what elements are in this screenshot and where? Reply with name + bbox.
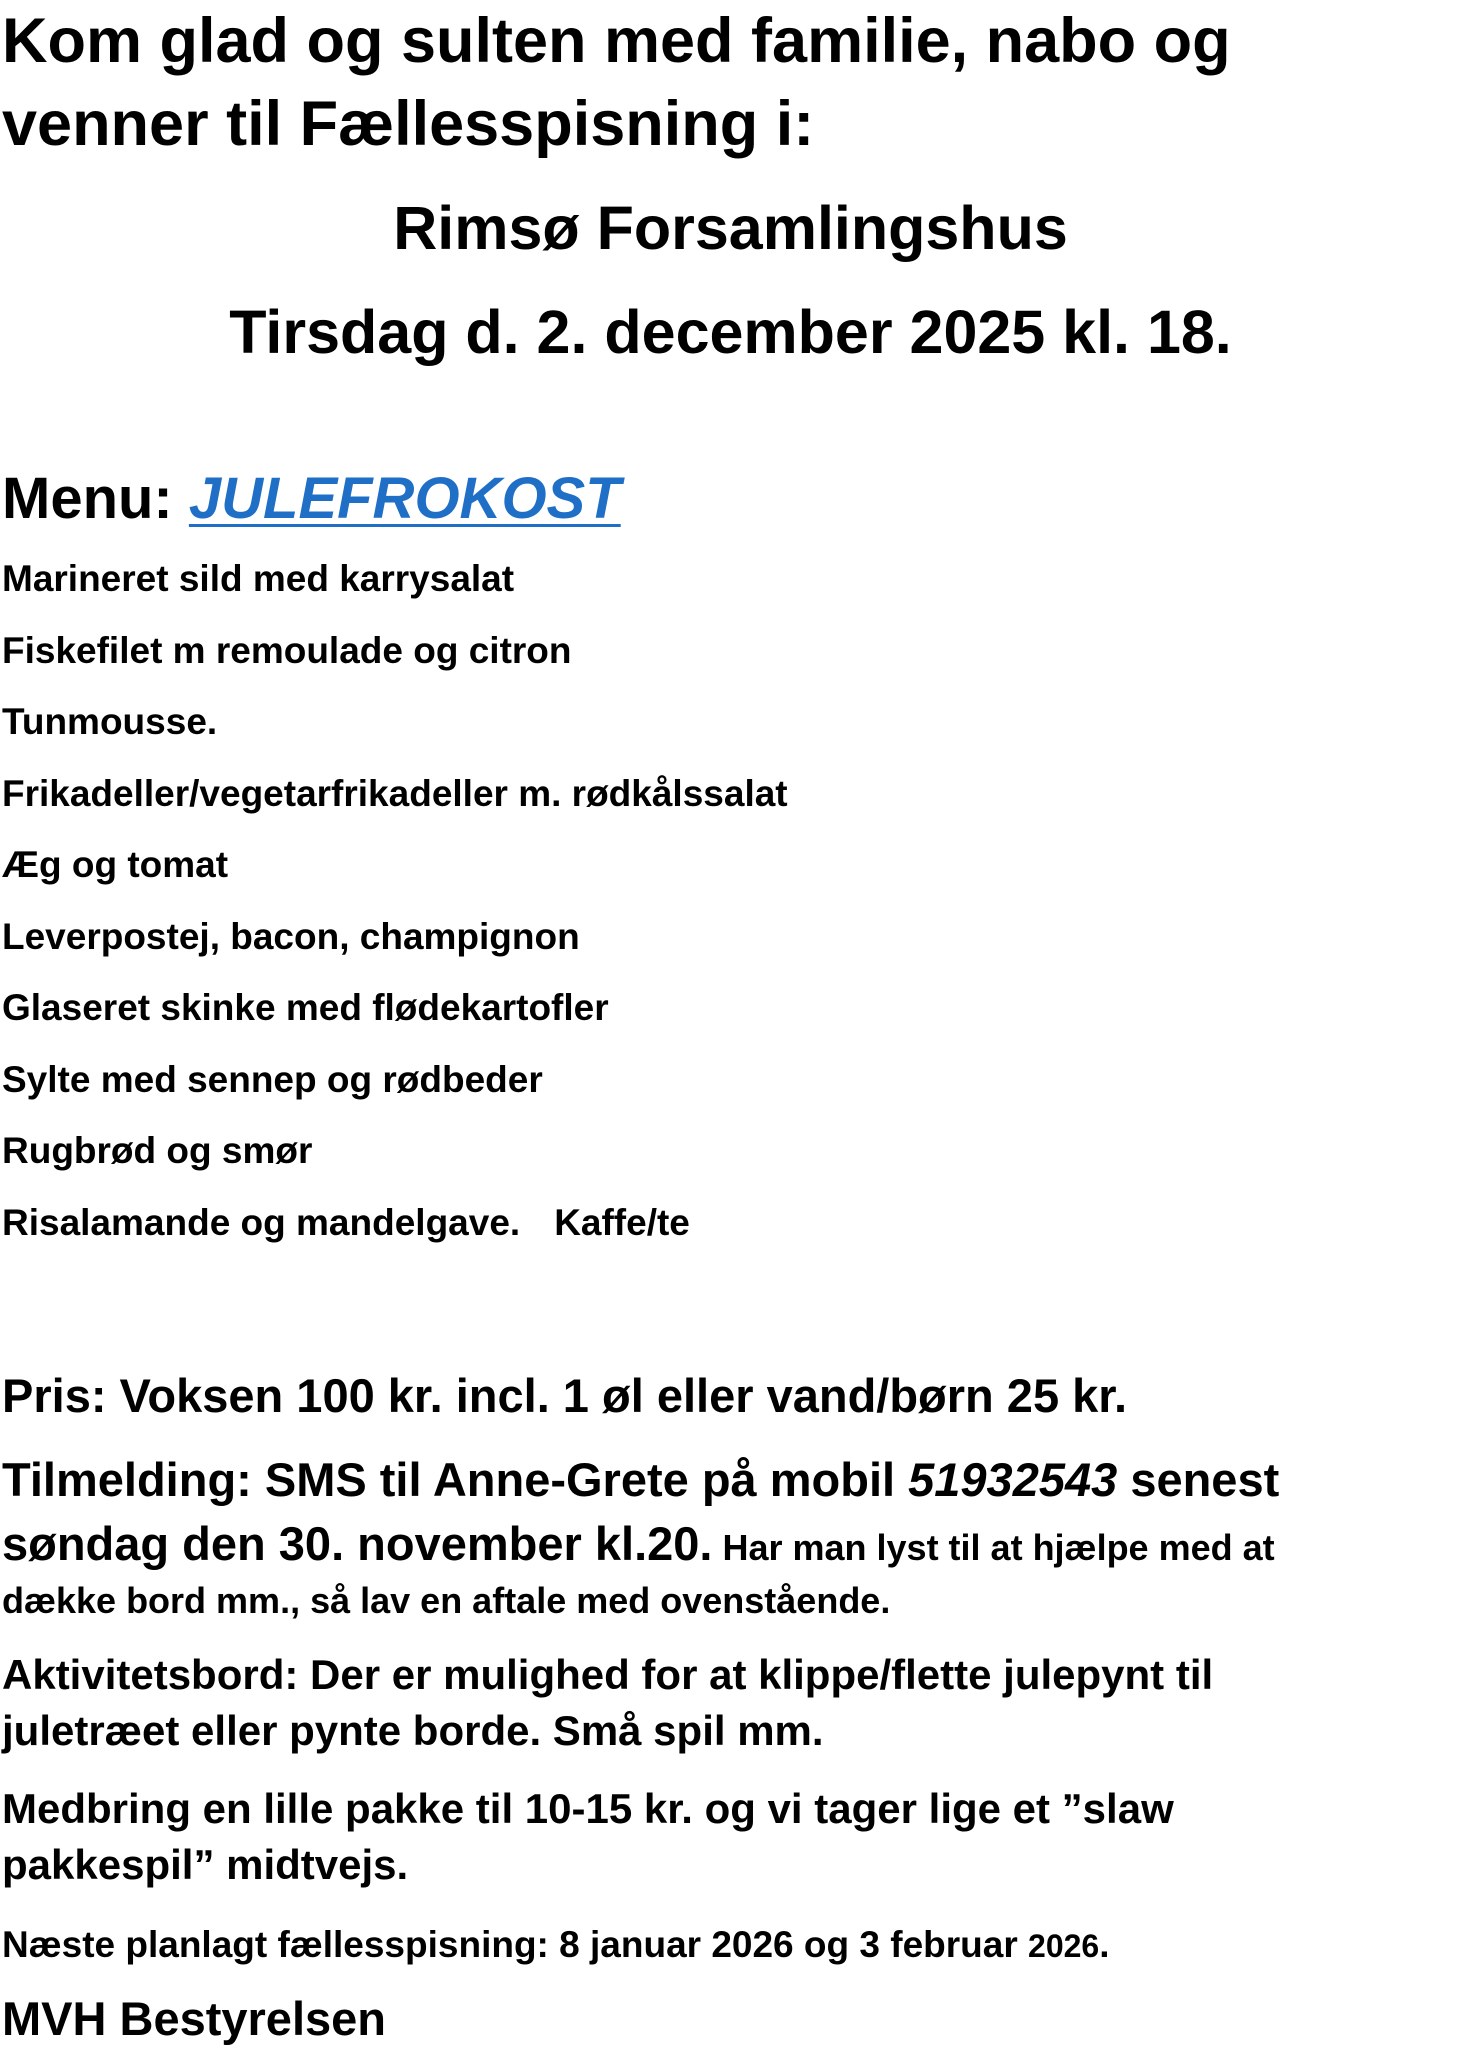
- menu-item: Marineret sild med karrysalat: [2, 558, 515, 599]
- signup-deadline: søndag den 30. november kl.20.: [2, 1517, 713, 1570]
- menu-heading: [2, 466, 621, 531]
- dessert-item: Risalamande og mandelgave.: [2, 1201, 521, 1243]
- activity-line-2: juletræet eller pynte borde. Små spil mm.: [2, 1707, 824, 1754]
- signup-line-3: dække bord mm., så lav en aftale med ovenstående.: [2, 1580, 891, 1621]
- menu-item: Tunmousse.: [2, 701, 218, 742]
- signup-help-text: Har man lyst til at hjælpe med at: [712, 1527, 1275, 1568]
- activity-line-1: Aktivitetsbord: Der er mulighed for at klippe/flette julepynt til: [2, 1651, 1214, 1698]
- signature: MVH Bestyrelsen: [2, 1992, 386, 2045]
- next-dinner-line: [2, 1926, 1109, 1963]
- menu-item: Fiskefilet m remoulade og citron: [2, 629, 572, 671]
- menu-item: Frikadeller/vegetarfrikadeller m. rødkålssalat: [2, 772, 788, 814]
- phone-number: 51932543: [908, 1453, 1118, 1506]
- headline-line-2: venner til Fællesspisning i:: [2, 89, 815, 159]
- signup-line-1: [2, 1453, 1280, 1506]
- venue-title: Rimsø Forsamlingshus: [393, 194, 1068, 262]
- coffee-tea-item: Kaffe/te: [554, 1201, 690, 1243]
- menu-item: Rugbrød og smør: [2, 1130, 313, 1171]
- next-dinner-year: 2026: [1028, 1928, 1100, 1964]
- gift-line-2: pakkespil” midtvejs.: [2, 1841, 409, 1888]
- menu-item: Æg og tomat: [2, 844, 229, 885]
- signup-line-2: [2, 1517, 1275, 1570]
- menu-item: Leverpostej, bacon, champignon: [2, 915, 580, 957]
- menu-item: Sylte med sennep og rødbeder: [2, 1058, 543, 1100]
- menu-title-link[interactable]: JULEFROKOST: [188, 466, 621, 531]
- next-dinner-text: Næste planlagt fællesspisning: 8 januar 2026 og 3 februar: [2, 1924, 1029, 1965]
- event-date: Tirsdag d. 2. december 2025 kl. 18.: [229, 298, 1232, 366]
- gift-line-1: Medbring en lille pakke til 10-15 kr. og vi tager lige et ”slaw: [2, 1785, 1174, 1832]
- next-dinner-end: .: [1099, 1924, 1110, 1965]
- headline-line-1: Kom glad og sulten med familie, nabo og: [2, 6, 1231, 76]
- price-line: Pris: Voksen 100 kr. incl. 1 øl eller vand/børn 25 kr.: [2, 1369, 1128, 1422]
- signup-suffix: senest: [1117, 1453, 1280, 1506]
- signup-prefix: Tilmelding: SMS til Anne-Grete på mobil: [2, 1453, 909, 1506]
- menu-item-last: [2, 1201, 788, 1276]
- menu-list: [2, 560, 788, 1275]
- menu-item: Glaseret skinke med flødekartofler: [2, 987, 609, 1028]
- menu-label: Menu:: [2, 466, 173, 531]
